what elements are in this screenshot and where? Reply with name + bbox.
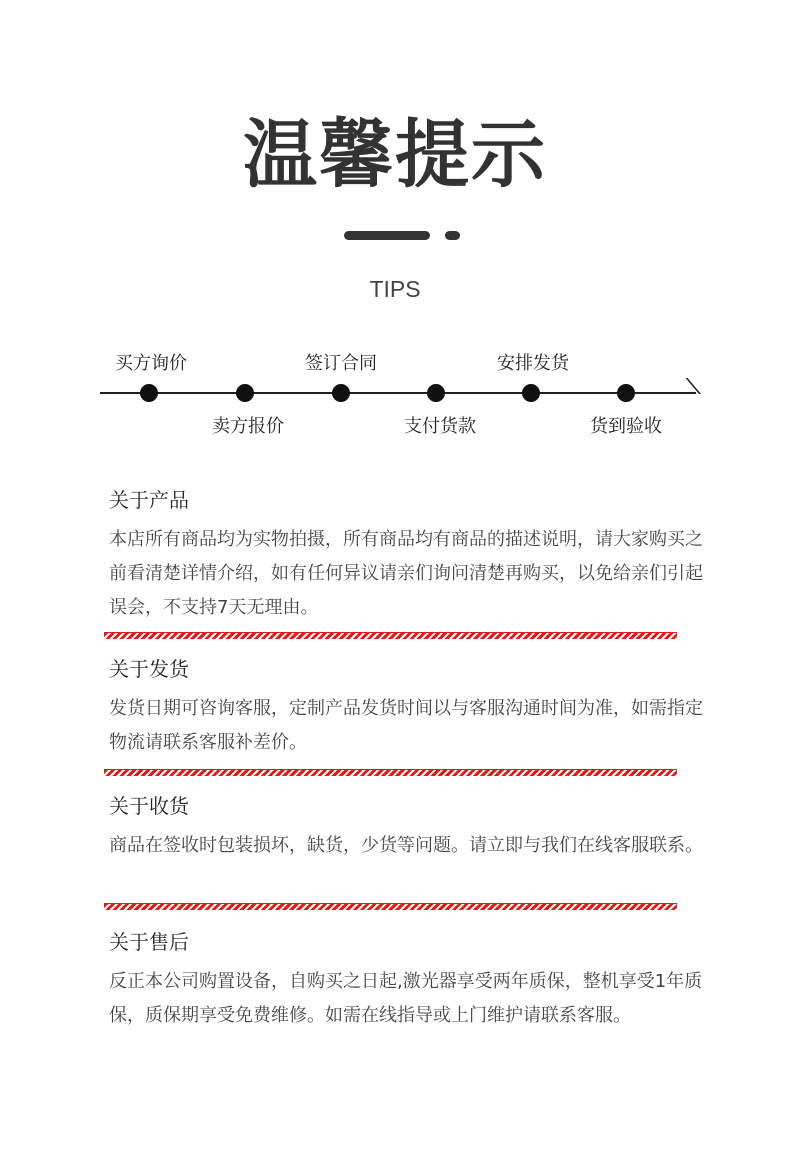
section-heading: 关于售后	[109, 930, 189, 954]
step-label: 支付货款	[404, 416, 476, 437]
page-subtitle: TIPS	[369, 276, 421, 302]
step-label: 安排发货	[497, 353, 569, 374]
section-body: 发货日期可咨询客服，定制产品发货时间以与客服沟通时间为准，如需指定物流请联系客服补差价。	[109, 698, 703, 753]
timeline-dot	[332, 384, 350, 402]
timeline-dot	[617, 384, 635, 402]
timeline-line	[100, 392, 696, 394]
wavy-divider	[104, 632, 677, 639]
process-timeline	[0, 340, 790, 450]
section-aftersales	[109, 929, 709, 1033]
page-title: 温馨提示	[243, 112, 547, 198]
title-underline-long	[344, 231, 430, 240]
wavy-divider	[104, 769, 677, 776]
timeline-dot	[427, 384, 445, 402]
section-receiving	[109, 793, 709, 863]
timeline-dot	[140, 384, 158, 402]
timeline-dot	[236, 384, 254, 402]
step-label: 买方询价	[115, 353, 187, 374]
section-body: 反正本公司购置设备，自购买之日起,激光器享受两年质保，整机享受1年质保，质保期享受免费维修。如需在线指导或上门维护请联系客服。	[109, 971, 703, 1026]
title-underline-short	[445, 231, 460, 240]
section-shipping	[109, 656, 709, 760]
section-product	[109, 487, 709, 625]
section-body: 本店所有商品均为实物拍摄，所有商品均有商品的描述说明，请大家购买之前看清楚详情介绍，如有任何异议请亲们询问清楚再购买，以免给亲们引起误会，不支持7天无理由。	[109, 529, 703, 618]
step-label: 签订合同	[305, 353, 377, 374]
timeline-dot	[522, 384, 540, 402]
step-label: 货到验收	[590, 416, 662, 437]
section-heading: 关于收货	[109, 794, 189, 818]
section-body: 商品在签收时包装损坏，缺货，少货等问题。请立即与我们在线客服联系。	[109, 835, 703, 856]
section-heading: 关于发货	[109, 657, 189, 681]
step-label: 卖方报价	[212, 416, 284, 437]
section-heading: 关于产品	[109, 488, 189, 512]
wavy-divider	[104, 903, 677, 910]
